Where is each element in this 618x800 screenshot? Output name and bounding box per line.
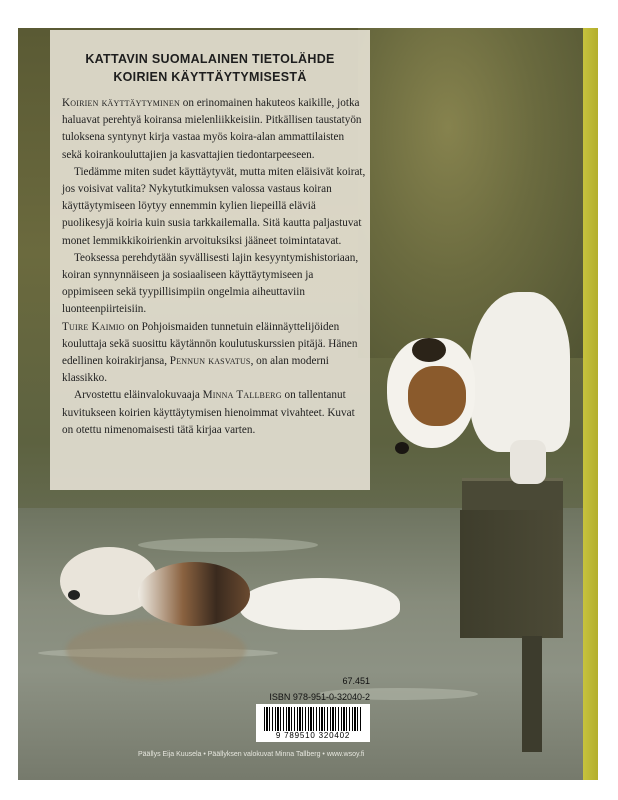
blurb-paragraph-5 [62, 387, 366, 439]
headline-line-2: KOIRIEN KÄYTTÄYTYMISESTÄ [113, 70, 307, 84]
barcode-number: 9 789510 320402 [275, 731, 351, 740]
paragraph-text: , on alan moderni klassikko. [62, 355, 329, 385]
dog-ear-patch [408, 366, 466, 426]
dog-nose [68, 590, 80, 600]
paragraph-text: on tallentanut kuvitukseen koirien käyttäytymisen hienoimmat vivahteet. Kuvat on otettu nimenomaisesti tätä kirjaa varten. [62, 389, 355, 436]
price-code: 67.451 [342, 676, 370, 686]
dog-reflection [66, 620, 246, 680]
blurb-paragraph-4 [62, 319, 366, 388]
book-spine [583, 28, 598, 780]
isbn-text: ISBN 978-951-0-32040-2 [269, 692, 370, 702]
swimming-dog-brown-head [138, 562, 250, 626]
barcode-bars [264, 707, 362, 731]
blurb-paragraph-3: Teoksessa perehdytään syvällisesti lajin kesyyntymishistoriaan, koiran synnynnäiseen ja sosiaaliseen käyttäytymiseen ja oppimiseen sekä tyypillisimpiin ongelmia aiheuttaviin luonteenpiirteisiin. [62, 251, 359, 316]
dog-on-dock-body [470, 292, 570, 452]
headline-line-1: KATTAVIN SUOMALAINEN TIETOLÄHDE [85, 52, 335, 66]
dock-post [522, 636, 542, 752]
dock-side [460, 510, 563, 638]
water-ripple [138, 538, 318, 552]
paragraph-text: on erinomainen hakuteos kaikille, jotka haluavat perehtyä koiransa mielenliikkeisiin. Pitkällisen taustatyön tuloksena syntynyt kirja vastaa myös koira-alan ammattilaisten sekä koirankouluttajien ja kasvattajien tiedontarpeeseen. [62, 97, 362, 161]
blurb-paragraph-2: Tiedämme miten sudet käyttäytyvät, mutta miten eläisivät koirat, jos voisivat valita? Nykytutkimuksen valossa vastaus koiran käyttäytymiseen löytyy ennemmin kylien liepeillä eläviä puolikesyjä koiria kuin susia tarkkailemalla. Sitä kautta paljastuvat monet lemmikkikoirienkin arvoituksiksi jääneet toimintatavat. [62, 165, 366, 247]
blurb-paragraph-1 [62, 95, 366, 164]
dog-on-dock-leg [510, 440, 546, 484]
dog-ear [412, 338, 446, 362]
cover-headline [50, 50, 370, 86]
swimming-dog-back [240, 578, 400, 630]
author-name: Tuire Kaimio [62, 320, 125, 333]
cover-credits: Päällys Eija Kuusela • Päällyksen valokuvat Minna Tallberg • www.wsoy.fi [138, 751, 365, 758]
dog-nose [395, 442, 409, 454]
paragraph-text: Arvostettu eläinvalokuvaaja [74, 389, 203, 402]
previous-book-title: Pennun kasvatus [169, 355, 251, 368]
blurb-text [62, 95, 366, 439]
paragraph-text: on Pohjoismaiden tunnetuin eläinnäyttelijöiden kouluttaja sekä suosittu käytännön koulutuskurssien pitäjä. Hänen edellinen koirakirjansa, [62, 320, 358, 368]
book-title-inline: Koirien käyttäytyminen [62, 97, 180, 109]
photographer-name: Minna Tallberg [202, 389, 282, 402]
barcode [256, 704, 370, 742]
